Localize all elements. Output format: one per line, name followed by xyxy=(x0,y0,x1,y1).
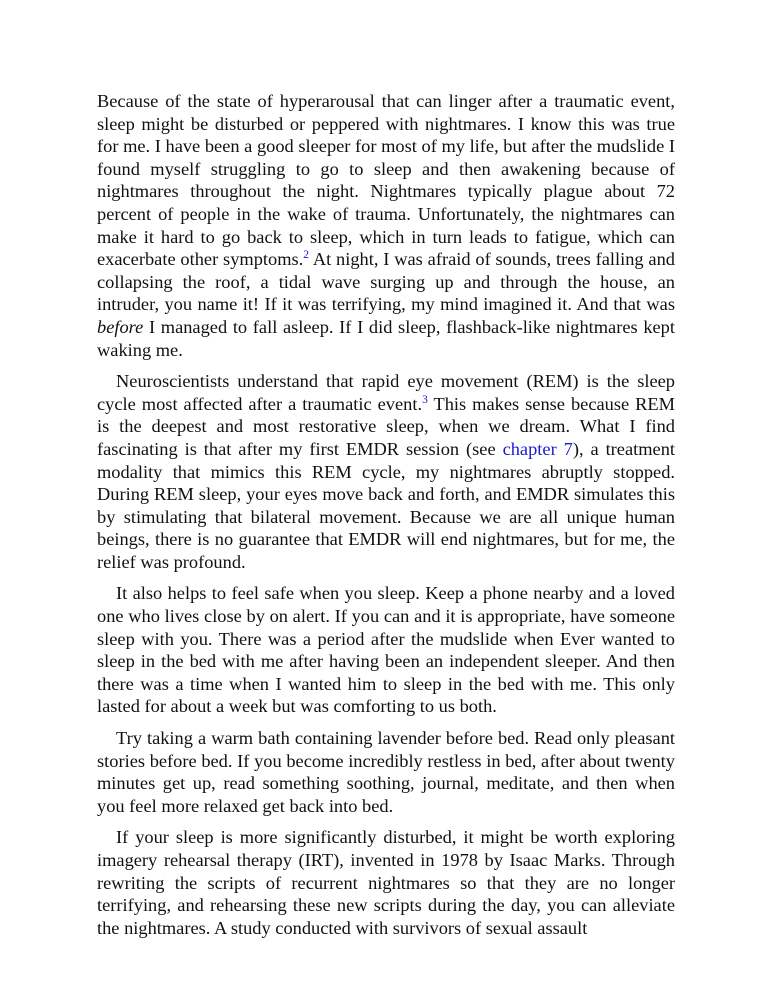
paragraph-text: This makes sense because REM is the deepest and most restorative sleep, when we dream. What I find fascinating is that after my first EMDR session (see xyxy=(97,393,675,459)
chapter-7-link[interactable]: chapter 7 xyxy=(502,438,573,459)
paragraph-text: Try taking a warm bath containing lavender before bed. Read only pleasant stories before bed. If you become incredibly restless in bed, after about twenty minutes get up, read something soothing, journal, meditate, and then when you feel more relaxed get back into bed. xyxy=(97,728,675,816)
paragraph-text: ), a treatment modality that mimics this REM cycle, my nightmares abruptly stopped. During REM sleep, your eyes move back and forth, and EMDR simulates this by stimulating that bilateral movement. Because we are all unique human beings, there is no guarantee that EMDR will end nightmares, but for me, the relief was profound. xyxy=(97,438,676,572)
paragraph-sleep-hyperarousal xyxy=(97,90,675,361)
paragraph-text: I managed to fall asleep. If I did sleep, flashback-like nightmares kept waking me. xyxy=(97,316,675,360)
paragraph-text: Because of the state of hyperarousal that can linger after a traumatic event, sleep might be disturbed or peppered with nightmares. I know this was true for me. I have been a good sleeper for most of my life, but after the mudslide I found myself struggling to go to sleep and then awakening because of nightmares throughout the night. Nightmares typically plague about 72 percent of people in the wake of trauma. Unfortunately, the nightmares can make it hard to go back to sleep, which in turn leads to fatigue, which can exacerbate other symptoms. xyxy=(97,91,675,270)
paragraph-text: If your sleep is more significantly disturbed, it might be worth exploring imagery rehearsal therapy (IRT), invented in 1978 by Isaac Marks. Through rewriting the scripts of recurrent nightmares so that they are no longer terrifying, and rehearsing these new scripts during the day, you can alleviate the nightmares. A study conducted with survivors of sexual assault xyxy=(97,827,675,938)
paragraph-feel-safe xyxy=(97,582,675,718)
paragraph-irt xyxy=(97,826,675,939)
paragraph-text: It also helps to feel safe when you sleep. Keep a phone nearby and a loved one who lives close by on alert. If you can and it is appropriate, have someone sleep with you. There was a period after the mudslide when Ever wanted to sleep in the bed with me after having been an independent sleeper. And then there was a time when I wanted him to sleep in the bed with me. This only lasted for about a week but was comforting to us both. xyxy=(97,583,675,717)
paragraph-text: Neuroscientists understand that rapid eye movement (REM) is the sleep cycle most affected after a traumatic event. xyxy=(97,371,675,414)
book-page-body xyxy=(97,90,675,948)
emphasis-before: before xyxy=(97,316,144,337)
paragraph-rem-sleep xyxy=(97,370,675,573)
paragraph-warm-bath xyxy=(97,727,675,817)
paragraph-text: At night, I was afraid of sounds, trees falling and collapsing the roof, a tidal wave surging up and through the house, an intruder, you name it! If it was terrifying, my mind imagined it. And that was xyxy=(97,249,675,315)
footnote-ref-2[interactable]: 2 xyxy=(303,249,310,262)
footnote-ref-3[interactable]: 3 xyxy=(422,393,428,406)
